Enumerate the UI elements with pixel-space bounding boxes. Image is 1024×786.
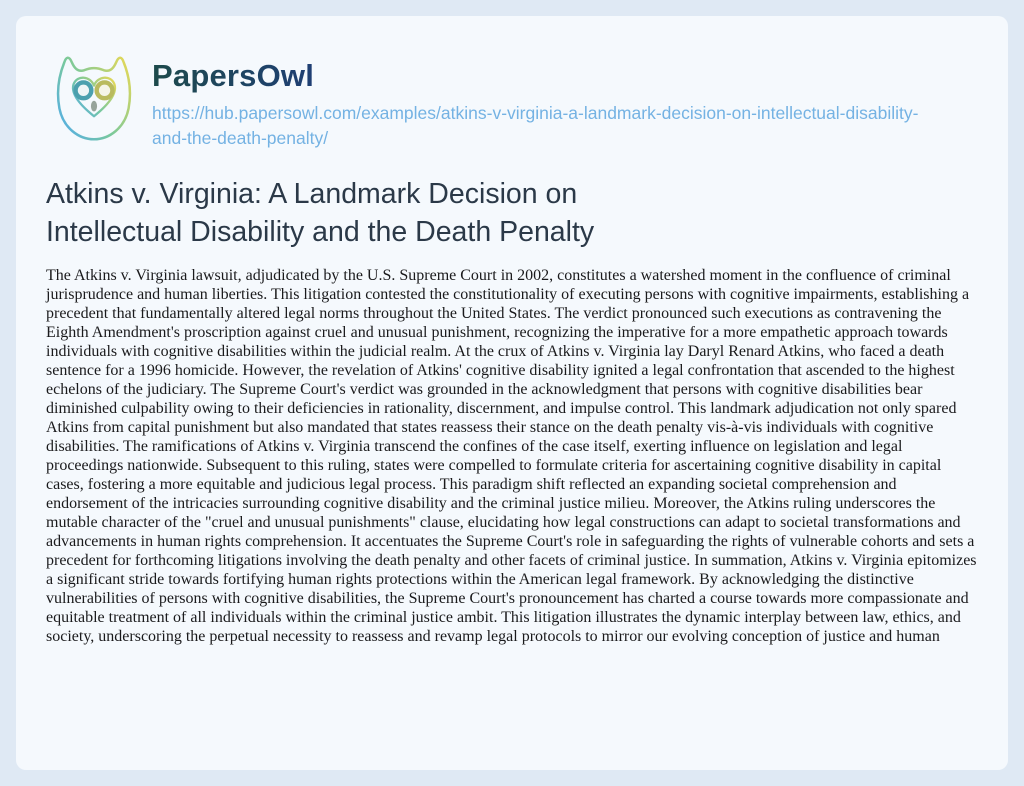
header-text-block [152, 56, 930, 151]
source-url-link[interactable]: https://hub.papersowl.com/examples/atkins-v-virginia-a-landmark-decision-on-intellectual-disability-and-the-death-penalty/ [152, 103, 919, 148]
site-header [46, 56, 978, 151]
papersowl-owl-icon [46, 50, 142, 146]
brand-name: PapersOwl [152, 58, 315, 93]
essay-body-text: The Atkins v. Virginia lawsuit, adjudicated by the U.S. Supreme Court in 2002, constitutes a watershed moment in the confluence of criminal jurisprudence and human liberties. This litigation contested the constitutionality of executing persons with cognitive impairments, establishing a precedent that fundamentally altered legal norms throughout the United States. The verdict pronounced such executions as contravening the Eighth Amendment's proscription against cruel and unusual punishment, recognizing the imperative for a more empathetic approach towards individuals with cognitive disabilities within the judicial realm. At the crux of Atkins v. Virginia lay Daryl Renard Atkins, who faced a death sentence for a 1996 homicide. However, the revelation of Atkins' cognitive disability ignited a legal confrontation that ascended to the highest echelons of the judiciary. The Supreme Court's verdict was grounded in the acknowledgment that persons with cognitive disabilities bear diminished culpability owing to their deficiencies in rationality, discernment, and impulse control. This landmark adjudication not only spared Atkins from capital punishment but also mandated that states reassess their stance on the death penalty vis-à-vis individuals with cognitive disabilities. The ramifications of Atkins v. Virginia transcend the confines of the case itself, exerting influence on legislation and legal proceedings nationwide. Subsequent to this ruling, states were compelled to formulate criteria for ascertaining cognitive disability in capital cases, fostering a more equitable and judicious legal process. This paradigm shift reflected an expanding societal comprehension and endorsement of the intricacies surrounding cognitive disability and the criminal justice milieu. Moreover, the Atkins ruling underscores the mutable character of the "cruel and unusual punishments" clause, elucidating how legal constructions can adapt to societal transformations and advancements in human rights comprehension. It accentuates the Supreme Court's role in safeguarding the rights of vulnerable cohorts and sets a precedent for forthcoming litigations involving the death penalty and other facets of criminal justice. In summation, Atkins v. Virginia epitomizes a significant stride towards fortifying human rights protections within the American legal framework. By acknowledging the distinctive vulnerabilities of persons with cognitive disabilities, the Supreme Court's pronouncement has charted a course towards more compassionate and equitable treatment of all individuals within the criminal justice ambit. This litigation illustrates the dynamic interplay between law, ethics, and society, underscoring the perpetual necessity to reassess and revamp legal protocols to mirror our evolving conception of justice and human [46, 267, 977, 645]
document-card [16, 16, 1008, 770]
page-title: Atkins v. Virginia: A Landmark Decision on Intellectual Disability and the Death Penalty [46, 178, 595, 248]
